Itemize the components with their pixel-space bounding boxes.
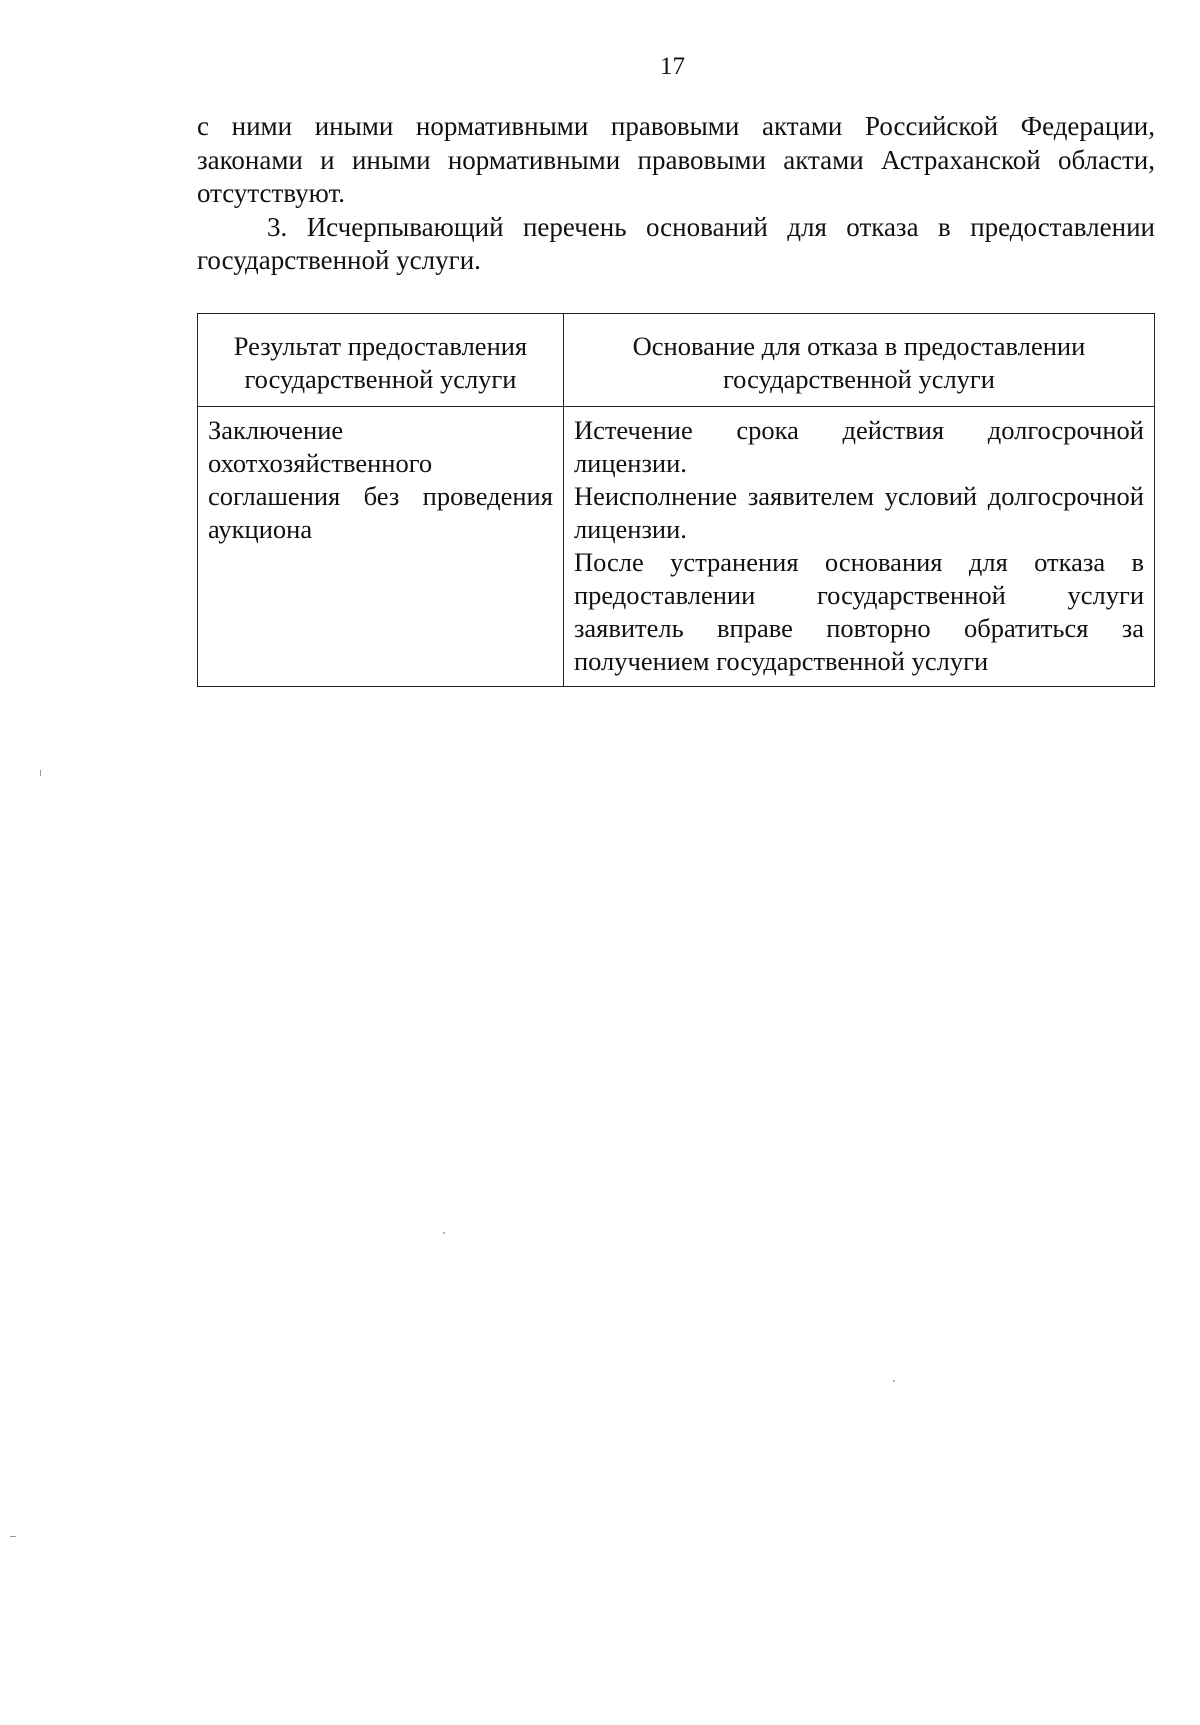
cell-reasons [563,407,1154,687]
scan-speck [443,1232,445,1234]
body-text [197,110,1155,278]
reason-license-violation: Неисполнение заявителем условий долгосрочной лицензии. [573,481,1144,544]
scan-speck [893,1380,895,1382]
reason-reapply-note: После устранения основания для отказа в предоставлении государственной услуги заявитель вправе повторно обратиться за получением государственной услуги [573,547,1144,676]
reason-license-expiry: Истечение срока действия долгосрочной лицензии. [573,415,1144,478]
page-number: 17 [660,53,685,80]
header-reason: Основание для отказа в предоставлении государственной услуги [563,314,1154,407]
header-result: Результат предоставления государственной услуги [198,314,564,407]
scan-speck [40,770,41,776]
paragraph-section-3: 3. Исчерпывающий перечень оснований для отказа в предоставлении государственной услуги. [197,211,1155,275]
refusal-grounds-table [197,313,1155,687]
table-header-row [198,314,1155,407]
paragraph-continuation: с ними иными нормативными правовыми актами Российской Федерации, законами и иными нормативными правовыми актами Астраханской области, отсутствуют. [197,111,1155,208]
table-row [198,407,1155,687]
cell-result: Заключение охотхозяйственного соглашения без проведения аукциона [198,407,564,687]
scan-speck [10,1536,16,1537]
